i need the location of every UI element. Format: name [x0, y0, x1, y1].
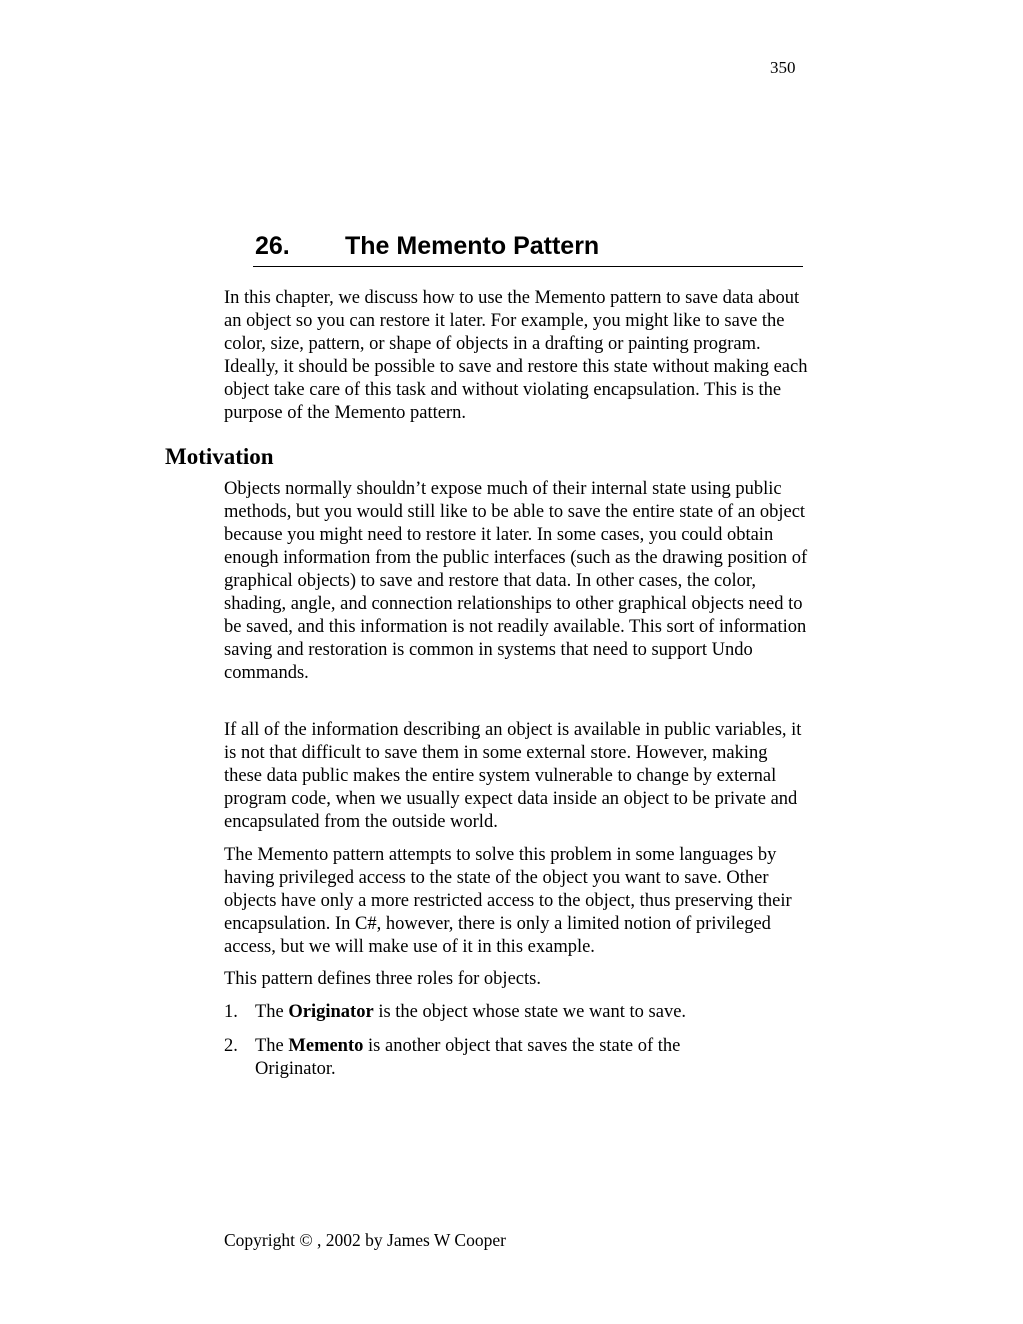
list-item-text: The Memento is another object that saves the state of the Originator.: [255, 1036, 681, 1079]
list-item-memento: [224, 1035, 809, 1081]
intro-paragraph: In this chapter, we discuss how to use the Memento pattern to save data about an object so you can restore it later. For example, you might like to save the color, size, pattern, or shape of objects in a drafting or painting program. Ideally, it should be possible to save and restore this state without making each object take care of this task and without violating encapsulation. This is the purpose of the Memento pattern.: [224, 288, 808, 423]
motivation-paragraph-4: This pattern defines three roles for objects.: [224, 969, 541, 989]
list-marker: 1.: [224, 1002, 238, 1022]
list-marker: 2.: [224, 1036, 238, 1056]
motivation-paragraph-3: The Memento pattern attempts to solve this problem in some languages by having privileged access to the state of the object you want to save. Other objects have only a more restricted access to the object, thus preserving their encapsulation. In C#, however, there is only a limited notion of privileged access, but we will make use of it in this example.: [224, 845, 792, 957]
term-originator: Originator: [288, 1002, 374, 1022]
page-number: 350: [770, 58, 796, 77]
chapter-number: 26.: [255, 232, 290, 260]
chapter-heading: [253, 230, 803, 267]
list-item-text: The Originator is the object whose state we want to save.: [255, 1002, 687, 1022]
section-heading-motivation: Motivation: [165, 444, 274, 469]
motivation-paragraph-2: If all of the information describing an object is available in public variables, it is not that difficult to save them in some external store. However, making these data public makes the entire system vulnerable to change by external program code, when we usually expect data inside an object to be private and encapsulated from the outside world.: [224, 720, 802, 832]
copyright-footer: Copyright © , 2002 by James W Cooper: [224, 1230, 506, 1250]
chapter-title: The Memento Pattern: [345, 232, 600, 260]
motivation-paragraph-1: Objects normally shouldn’t expose much of their internal state using public methods, but you would still like to be able to save the entire state of an object because you might need to restore it later. In some cases, you could obtain enough information from the public interfaces (such as the drawing position of graphical objects) to save and restore that data. In other cases, the color, shading, angle, and connection relationships to other graphical objects need to be saved, and this information is not readily available. This sort of information saving and restoration is common in systems that need to support Undo commands.: [224, 479, 808, 683]
list-item-originator: [224, 1001, 809, 1024]
term-memento: Memento: [288, 1036, 364, 1056]
